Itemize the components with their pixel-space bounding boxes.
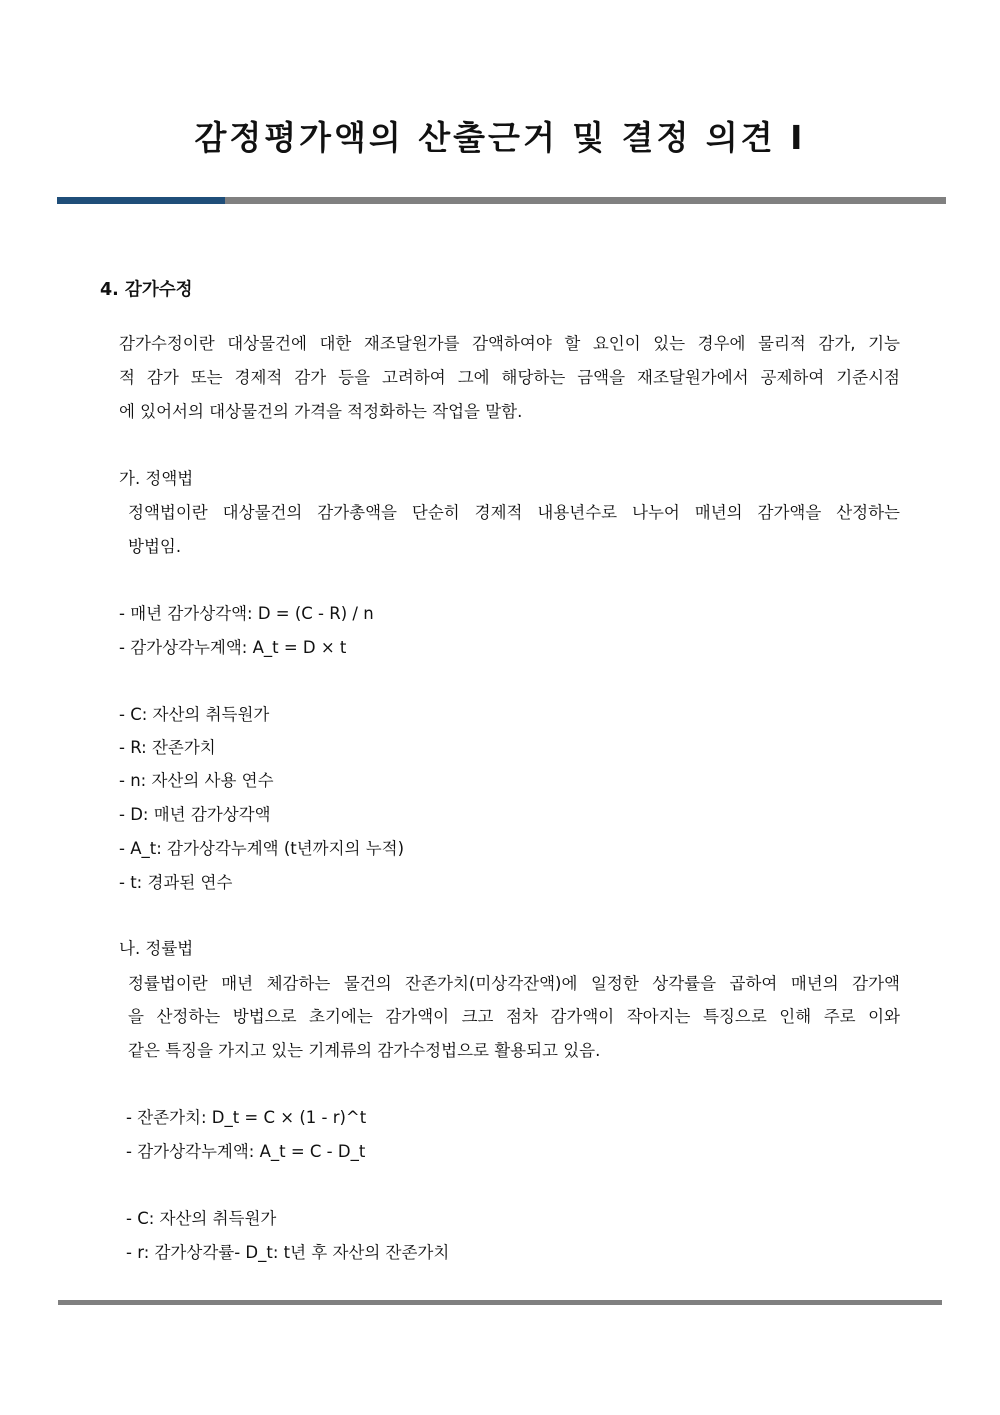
section-heading: 4. 감가수정 (100, 280, 193, 300)
method-b-heading: 나. 정률법 (119, 939, 194, 958)
method-a-formula-2: - 감가상각누계액: A_t = D × t (119, 638, 347, 657)
method-b-formula-2: - 감가상각누계액: A_t = C - D_t (126, 1142, 366, 1161)
method-b-variable-2: - r: 감가상각률- D_t: t년 후 자산의 잔존가치 (126, 1243, 450, 1262)
footer-rule (58, 1300, 942, 1305)
header-rule-accent (57, 197, 225, 204)
intro-line-3: 에 있어서의 대상물건의 가격을 적정화하는 작업을 말함. (119, 402, 523, 421)
method-a-variable-4: - D: 매년 감가상각액 (119, 805, 271, 824)
method-a-variable-3: - n: 자산의 사용 연수 (119, 771, 274, 790)
method-b-desc-3: 같은 특징을 가지고 있는 기계류의 감가수정법으로 활용되고 있음. (128, 1041, 601, 1060)
intro-line-2: 적 감가 또는 경제적 감가 등을 고려하여 그에 해당하는 금액을 재조달원가에서 공제하여 기준시점 (119, 368, 900, 387)
method-a-heading: 가. 정액법 (119, 469, 194, 488)
header-rule (57, 197, 946, 204)
method-a-variable-1: - C: 자산의 취득원가 (119, 705, 270, 724)
method-a-variable-2: - R: 잔존가치 (119, 738, 216, 757)
method-a-formula-1: - 매년 감가상각액: D = (C - R) / n (119, 604, 374, 623)
method-a-variable-5: - A_t: 감가상각누계액 (t년까지의 누적) (119, 839, 405, 858)
page-title: 감정평가액의 산출근거 및 결정 의견 I (194, 118, 806, 157)
method-b-formula-1: - 잔존가치: D_t = C × (1 - r)^t (126, 1108, 367, 1127)
method-a-desc-1: 정액법이란 대상물건의 감가총액을 단순히 경제적 내용년수로 나누어 매년의 감가액을 산정하는 (128, 503, 900, 522)
method-b-variable-1: - C: 자산의 취득원가 (126, 1209, 277, 1228)
intro-line-1: 감가수정이란 대상물건에 대한 재조달원가를 감액하여야 할 요인이 있는 경우에 물리적 감가, 기능 (119, 334, 900, 353)
method-b-desc-1: 정률법이란 매년 체감하는 물건의 잔존가치(미상각잔액)에 일정한 상각률을 곱하여 매년의 감가액 (128, 974, 900, 993)
method-a-desc-2: 방법임. (128, 537, 182, 556)
method-b-desc-2: 을 산정하는 방법으로 초기에는 감가액이 크고 점차 감가액이 작아지는 특징으로 인해 주로 이와 (128, 1007, 900, 1026)
method-a-variable-6: - t: 경과된 연수 (119, 873, 233, 892)
